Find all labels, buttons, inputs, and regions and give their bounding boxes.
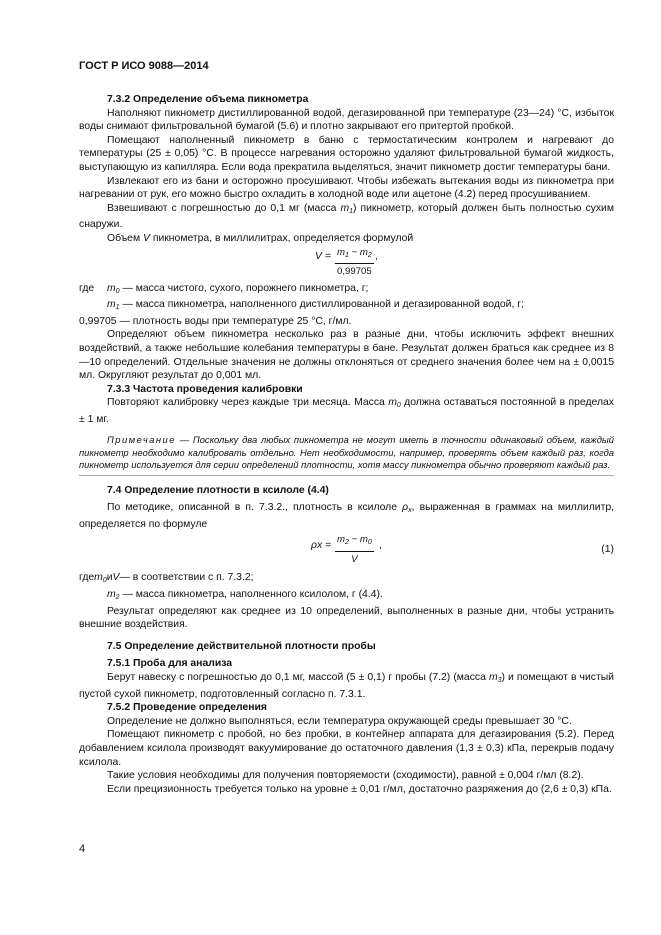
paragraph: Повторяют калибровку через каждые три месяца. Масса $m_0$ должна оставаться постоянной в пределах ± 1 мг.	[79, 397, 614, 425]
paragraph: Определение не должно выполняться, если температура окружающей среды превышает 30 °С.	[107, 715, 572, 727]
paragraph: Если прецизионность требуется только на уровне ± 0,01 г/мл, достаточно разряжения до (2,6 ± 0,3) кПа.	[107, 783, 612, 795]
formula-tail: ,	[379, 540, 382, 552]
definition-row: $m_2$ — масса пикнометра, наполненного ксилолом, г (4.4).	[107, 589, 383, 602]
paragraph: Определяют объем пикнометра несколько раз в разные дни, чтобы исключить эффект внешних воздействий, а также небольшие колебания температуры в бане. Результат должен браться как среднее из 8—10 определений. Отдельные значения не должны отклоняться от среднего значения более чем на ± 0,0015 мл. Округляют результат до 0,001 мл.	[79, 329, 614, 382]
formula-fraction	[335, 246, 374, 279]
note: Примечание — Поскольку два любых пикнометра не могут иметь в точности одинаковый объем, каждый пикнометр необходимо калибровать отдельно. Нет необходимости, например, проверять объем каждый раз, когда пикнометр используется для серии определений плотности, хотя массу пикнометра обычно проверяют каждый раз.	[79, 434, 614, 471]
formula-fraction	[335, 533, 374, 566]
symbol-m1: $m_1$	[340, 202, 354, 215]
formula-tail: ,	[375, 250, 378, 262]
document-body	[79, 93, 614, 796]
document-header: ГОСТ Р ИСО 9088—2014	[79, 60, 209, 72]
paragraph: Наполняют пикнометр дистиллированной водой, дегазированной при температуре (23—24) °С, избыток воды снимают фильтровальной бумагой (5.6) и плотно закрывают его притертой пробкой.	[79, 107, 614, 133]
section-7-5-1-title: 7.5.1 Проба для анализа	[107, 658, 233, 670]
section-7-5-2-title: 7.5.2 Проведение определения	[107, 702, 267, 714]
paragraph: Извлекают его из бани и осторожно просушивают. Чтобы избежать вытекания воды из пикнометра при нагревании от рук, его можно быстро охладить в холодной воде или ацетоне (4.2) перед просушиванием.	[79, 175, 614, 201]
paragraph: Взвешивают с погрешностью до 0,1 мг (масса $m_1$) пикнометр, который должен быть полностью сухим снаружи.	[79, 202, 615, 231]
paragraph: По методике, описанной в п. 7.3.2., плотность в ксилоле $\rho_x$, выраженная в граммах на миллилитр, определяется по формуле	[79, 502, 615, 530]
formula-lhs: V =	[315, 250, 331, 262]
formula-denominator: 0,99705	[337, 266, 372, 278]
note-label: Примечание	[107, 434, 176, 446]
paragraph: Результат определяют как среднее из 10 определений, выполненных в разные дни, чтобы устранить внешние воздействия.	[79, 605, 614, 631]
formula-numerator: $m_2 - m_0$	[335, 533, 374, 552]
section-7-3-2-title: 7.3.2 Определение объема пикнометра	[107, 94, 309, 105]
formula-volume	[79, 246, 614, 282]
definition-row: 0,99705 — плотность воды при температуре 25 °С, г/мл.	[79, 315, 352, 327]
section-7-4-title: 7.4 Определение плотности в ксилоле (4.4)	[107, 484, 329, 496]
section-7-3-3-title: 7.3.3 Частота проведения калибровки	[107, 383, 303, 395]
definition-row: где $m_0$ и V — в соответствии с п. 7.3.2;	[79, 572, 254, 585]
formula-number: (1)	[601, 544, 614, 556]
paragraph: Объем V пикнометра, в миллилитрах, определяется формулой	[107, 232, 414, 244]
page-number: 4	[79, 843, 86, 855]
definitions-list	[79, 571, 614, 604]
formula-density	[79, 531, 614, 571]
paragraph: Такие условия необходимы для получения повторяемости (сходимости), равной ± 0,004 г/мл (8.2).	[107, 770, 584, 782]
formula-lhs: ρx =	[311, 540, 332, 552]
paragraph: Помещают пикнометр с пробой, но без пробки, в контейнер аппарата для дегазирования (5.2). Перед добавлением ксилола производят вакуумирование до остаточного давления (1,3 ± 0,3) кПа, перекрыв подачу ксилола.	[79, 729, 614, 768]
definition-row: где $m_0$ — масса чистого, сухого, порожнего пикнометра, г;	[79, 282, 369, 295]
section-7-5-title: 7.5 Определение действительной плотности пробы	[107, 640, 376, 652]
definition-row: $m_1$ — масса пикнометра, наполненного дистиллированной и дегазированной водой, г;	[107, 299, 524, 312]
formula-numerator: $m_1 - m_2$	[335, 246, 374, 265]
symbol-v: V	[143, 232, 150, 244]
paragraph: Помещают наполненный пикнометр в баню с термостатическим контролем и нагревают до температуры (25 ± 0,05) °С. В процессе нагревания осторожно удаляют фильтровальной бумагой жидкость, выступающую из капилляра. Если вода прекратила выделяться, значит пикнометр достиг температуры бани.	[79, 134, 614, 173]
definitions-list	[79, 282, 614, 329]
formula-denominator: V	[351, 554, 358, 566]
paragraph: Берут навеску с погрешностью до 0,1 мг, массой (5 ± 0,1) г пробы (7.2) (масса $m_3$) и помещают в чистый пустой сухой пикнометр, подготовленный согласно п. 7.3.1.	[79, 672, 614, 700]
